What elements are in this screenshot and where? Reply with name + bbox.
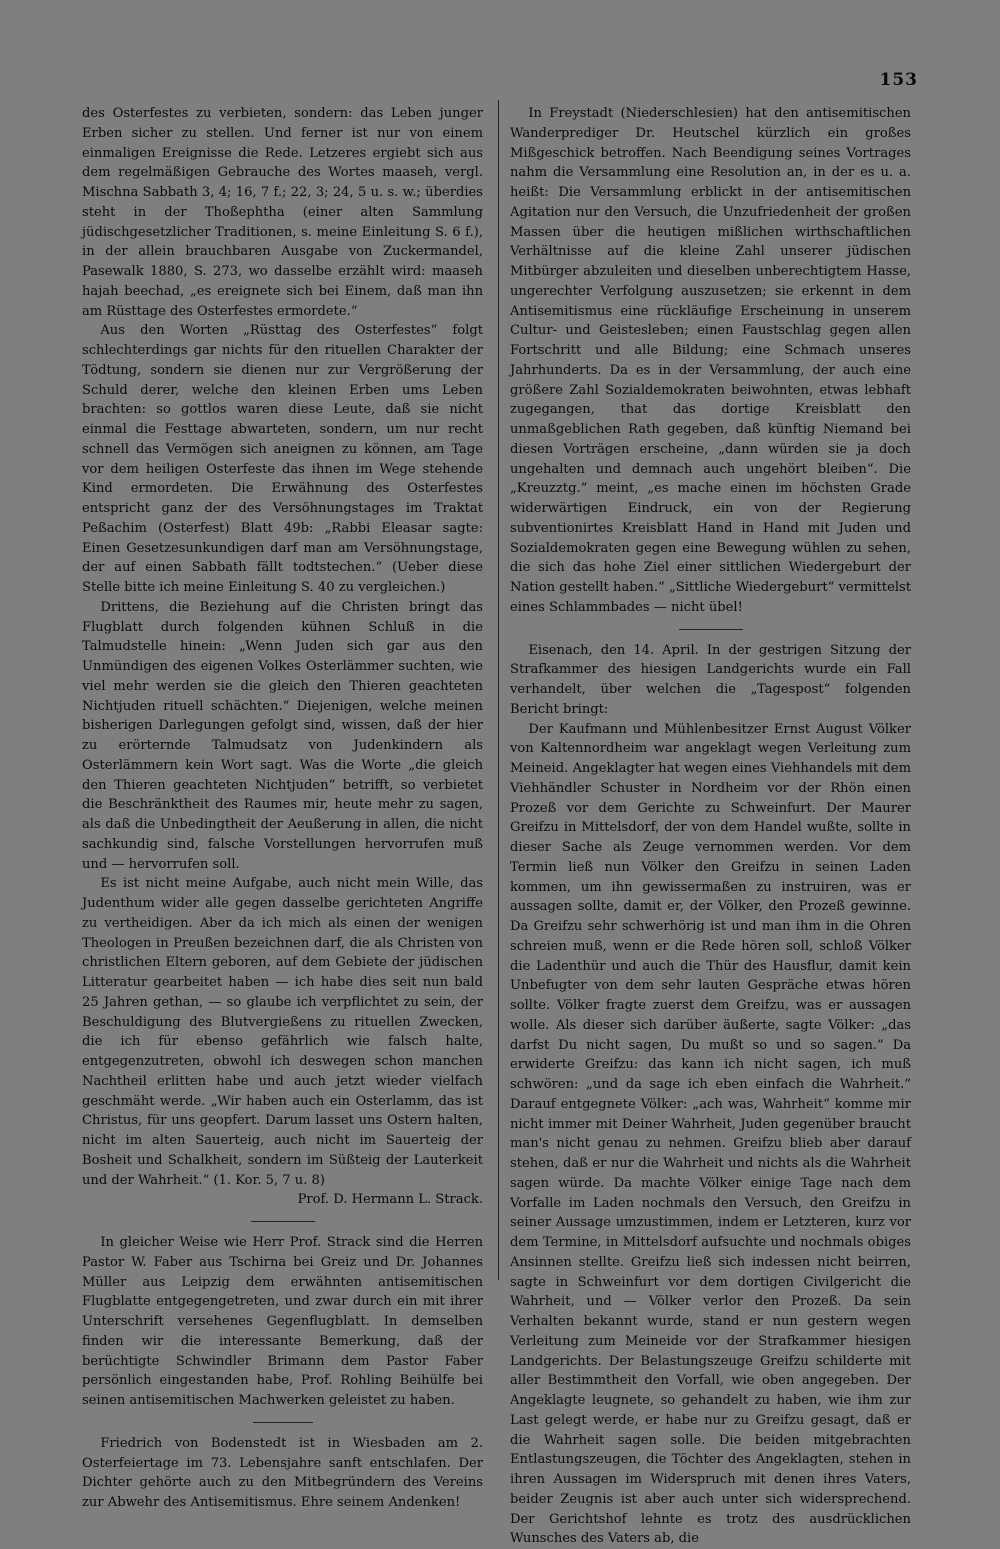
column-divider [498,100,499,1280]
left-paragraph-3: Drittens, die Beziehung auf die Christen bringt das Flugblatt durch folgenden kühnen Schluß in die Talmudstelle hinein: „Wenn Juden sich gar aus den Unmündigen des eigenen Volkes Osterlämmer suchten, wie viel mehr werden sie die gleich den Thieren geachteten Nichtjuden rituell schächten.“ Diejenigen, welche meinen bisherigen Darlegungen gefolgt sind, wissen, daß der hier zu erörternde Talmudsatz von Judenkindern als Osterlämmern kein Wort sagt. Was die Worte „die gleich den Thieren geachteten Nichtjuden“ betrifft, so verbietet die Beschränktheit des Raumes mir, heute mehr zu sagen, als daß die Unbedingtheit der Aeußerung in allen, die nicht sachkundig sind, falsche Vorstellungen hervorrufen muß und — hervorrufen soll. [82,598,483,875]
left-column [82,104,483,1513]
left-paragraph-5: In gleicher Weise wie Herr Prof. Strack sind die Herren Pastor W. Faber aus Tschirna bei Greiz und Dr. Johannes Müller aus Leipzig dem erwähnten antisemitischen Flugblatte entgegengetreten, und zwar durch ein mit ihrer Unterschrift versehenes Gegenflugblatt. In demselben finden wir die interessante Bemerkung, daß der berüchtigte Schwindler Brimann dem Pastor Faber persönlich eingestanden habe, Prof. Rohling Beihülfe bei seinen antisemitischen Machwerken geleistet zu haben. [82,1233,483,1411]
section-separator [679,629,743,630]
right-paragraph-2: Eisenach, den 14. April. In der gestrigen Sitzung der Strafkammer des hiesigen Landgerichts wurde ein Fall verhandelt, über welchen die „Tagespost“ folgenden Bericht bringt: [510,641,911,720]
right-paragraph-3: Der Kaufmann und Mühlenbesitzer Ernst August Völker von Kaltennordheim war angeklagt wegen Verleitung zum Meineid. Angeklagter hat wegen eines Viehhandels mit dem Viehhändler Schuster in Nordheim vor der Rhön einen Prozeß vor dem Gerichte zu Schweinfurt. Der Maurer Greifzu in Mittelsdorf, der von dem Handel wußte, sollte in dieser Sache als Zeuge vernommen werden. Vor dem Termin ließ nun Völker den Greifzu in seinen Laden kommen, um ihn gewissermaßen zu instruiren, was er aussagen sollte, damit er, der Völker, den Prozeß gewinne. Da Greifzu sehr schwerhörig ist und man ihm in die Ohren schreien muß, wenn er die Rede hören soll, schloß Völker die Ladenthür und auch die Thür des Hausflur, damit kein Unbefugter von dem sehr lauten Gespräche etwas hören sollte. Völker fragte zuerst dem Greifzu, was er aussagen wolle. Als dieser sich darüber äußerte, sagte Völker: „das darfst Du nicht sagen, Du mußt so und so sagen.“ Da erwiderte Greifzu: das kann ich nicht sagen, ich muß schwören: „und da sage ich eben einfach die Wahrheit.“ Darauf entgegnete Völker: „ach was, Wahrheit“ komme mir nicht immer mit Deiner Wahrheit, Juden gegenüber braucht man's nicht genau zu nehmen. Greifzu blieb aber darauf stehen, daß er nur die Wahrheit und nichts als die Wahrheit sagen würde. Da machte Völker einige Tage nach dem Vorfalle im Laden nochmals den Versuch, den Greifzu in seiner Aussage umzustimmen, indem er Letzteren, kurz vor dem Termine, in Mittelsdorf aufsuchte und nochmals obiges Ansinnen stellte. Greifzu ließ sich indessen nicht beirren, sagte in Schweinfurt vor dem dortigen Civilgericht die Wahrheit, und — Völker verlor den Prozeß. Da sein Verhalten bekannt wurde, stand er nun gestern wegen Verleitung zum Meineide vor der Strafkammer hiesigen Landgerichts. Der Belastungszeuge Greifzu schilderte mit aller Bestimmtheit den Vorfall, wie oben angegeben. Der Angeklagte leugnete, so gehandelt zu haben, wie ihm zur Last gelegt werde, er habe nur zu Greifzu gesagt, daß er die Wahrheit sagen solle. Die beiden mitgebrachten Entlastungszeugen, die Töchter des Angeklagten, stehen in ihren Aussagen im Widerspruch mit denen ihres Vaters, beider Zeugnis ist aber auch unter sich widersprechend. Der Gerichtshof lehnte es trotz des ausdrücklichen Wunsches des Vaters ab, die [510,720,911,1549]
left-paragraph-1: des Osterfestes zu verbieten, sondern: das Leben junger Erben sicher zu stellen. Und ferner ist nur von einem einmaligen Ereignisse die Rede. Letzeres ergiebt sich aus dem regelmäßigen Gebrauche des Wortes maaseh, vergl. Mischna Sabbath 3, 4; 16, 7 f.; 22, 3; 24, 5 u. s. w.; überdies steht in der Thoßephtha (einer alten Sammlung jüdischgesetzlicher Traditionen, s. meine Einleitung S. 6 f.), in der allein brauchbaren Ausgabe von Zuckermandel, Pasewalk 1880, S. 273, wo dasselbe erzählt wird: maaseh hajah beechad, „es ereignete sich bei Einem, daß man ihn am Rüsttage des Osterfestes ermordete.“ [82,104,483,321]
section-separator [253,1422,313,1423]
left-paragraph-4: Es ist nicht meine Aufgabe, auch nicht mein Wille, das Judenthum wider alle gegen dasselbe gerichteten Angriffe zu vertheidigen. Aber da ich mich als einen der wenigen Theologen in Preußen bezeichnen darf, die als Christen von christlichen Eltern geboren, auf dem Gebiete der jüdischen Litteratur gearbeitet haben — ich habe dies seit nun bald 25 Jahren gethan, — so glaube ich verpflichtet zu sein, der Beschuldigung des Blutvergießens zu rituellen Zwecken, die ich für ebenso gefährlich wie falsch halte, entgegenzutreten, obwohl ich deswegen schon manchen Nachtheil erlitten habe und auch jetzt wieder vielfach geschmäht werde. „Wir haben auch ein Osterlamm, das ist Christus, für uns geopfert. Darum lasset uns Ostern halten, nicht im alten Sauerteig, auch nicht im Sauerteig der Bosheit und Schalkheit, sondern im Süßteig der Lauterkeit und der Wahrheit.“ (1. Kor. 5, 7 u. 8) [82,874,483,1190]
left-paragraph-6: Friedrich von Bodenstedt ist in Wiesbaden am 2. Osterfeiertage im 73. Lebensjahre sanft entschlafen. Der Dichter gehörte auch zu den Mitbegründern des Vereins zur Abwehr des Antisemitismus. Ehre seinem Andenken! [82,1434,483,1513]
left-paragraph-2: Aus den Worten „Rüsttag des Osterfestes“ folgt schlechterdings gar nichts für den rituellen Charakter der Tödtung, sondern sie dienen nur zur Vergrößerung der Schuld derer, welche den kleinen Erben ums Leben brachten: so gottlos waren diese Leute, daß sie nicht einmal die Festtage abwarteten, sondern, um nur recht schnell das Vermögen sich aneignen zu können, am Tage vor dem heiligen Osterfeste das ihnen im Wege stehende Kind ermordeten. Die Erwähnung des Osterfestes entspricht ganz der des Versöhnungstages im Traktat Peßachim (Osterfest) Blatt 49b: „Rabbi Eleasar sagte: Einen Gesetzesunkundigen darf man am Versöhnungstage, der auf einen Sabbath fällt todtstechen.“ (Ueber diese Stelle bitte ich meine Einleitung S. 40 zu vergleichen.) [82,321,483,598]
right-column [510,104,911,1549]
page-number: 153 [880,70,919,90]
author-signature: Prof. D. Hermann L. Strack. [82,1190,483,1210]
right-paragraph-1: In Freystadt (Niederschlesien) hat den antisemitischen Wanderprediger Dr. Heutschel kürzlich ein großes Mißgeschick betroffen. Nach Beendigung seines Vortrages nahm die Versammlung eine Resolution an, in der es u. a. heißt: Die Versammlung erblickt in der antisemitischen Agitation nur den Versuch, die Unzufriedenheit der großen Massen über die heutigen mißlichen wirthschaftlichen Verhältnisse auf die kleine Zahl unserer jüdischen Mitbürger abzuleiten und dieselben unberechtigtem Hasse, ungerechter Verfolgung auszusetzen; sie erkennt in dem Antisemitismus eine rückläufige Erscheinung in unserem Cultur- und Geistesleben; einen Faustschlag gegen allen Fortschritt und alle Bildung; eine Schmach unseres Jahrhunderts. Da es in der Versammlung, der auch eine größere Zahl Sozialdemokraten beiwohnten, etwas lebhaft zugegangen, that das dortige Kreisblatt den unmaßgeblichen Rath gegeben, daß künftig Niemand bei diesen Vorträgen erscheine, „dann würden sie ja doch ungehalten und demnach auch ungehört bleiben“. Die „Kreuzztg.“ meint, „es mache einen im höchsten Grade widerwärtigen Eindruck, ein von der Regierung subventionirtes Kreisblatt Hand in Hand mit Juden und Sozialdemokraten gegen eine Bewegung wühlen zu sehen, die sich das hohe Ziel einer sittlichen Wiedergeburt der Nation gestellt haben.“ „Sittliche Wiedergeburt“ vermittelst eines Schlammbades — nicht übel! [510,104,911,618]
section-separator [251,1221,315,1222]
